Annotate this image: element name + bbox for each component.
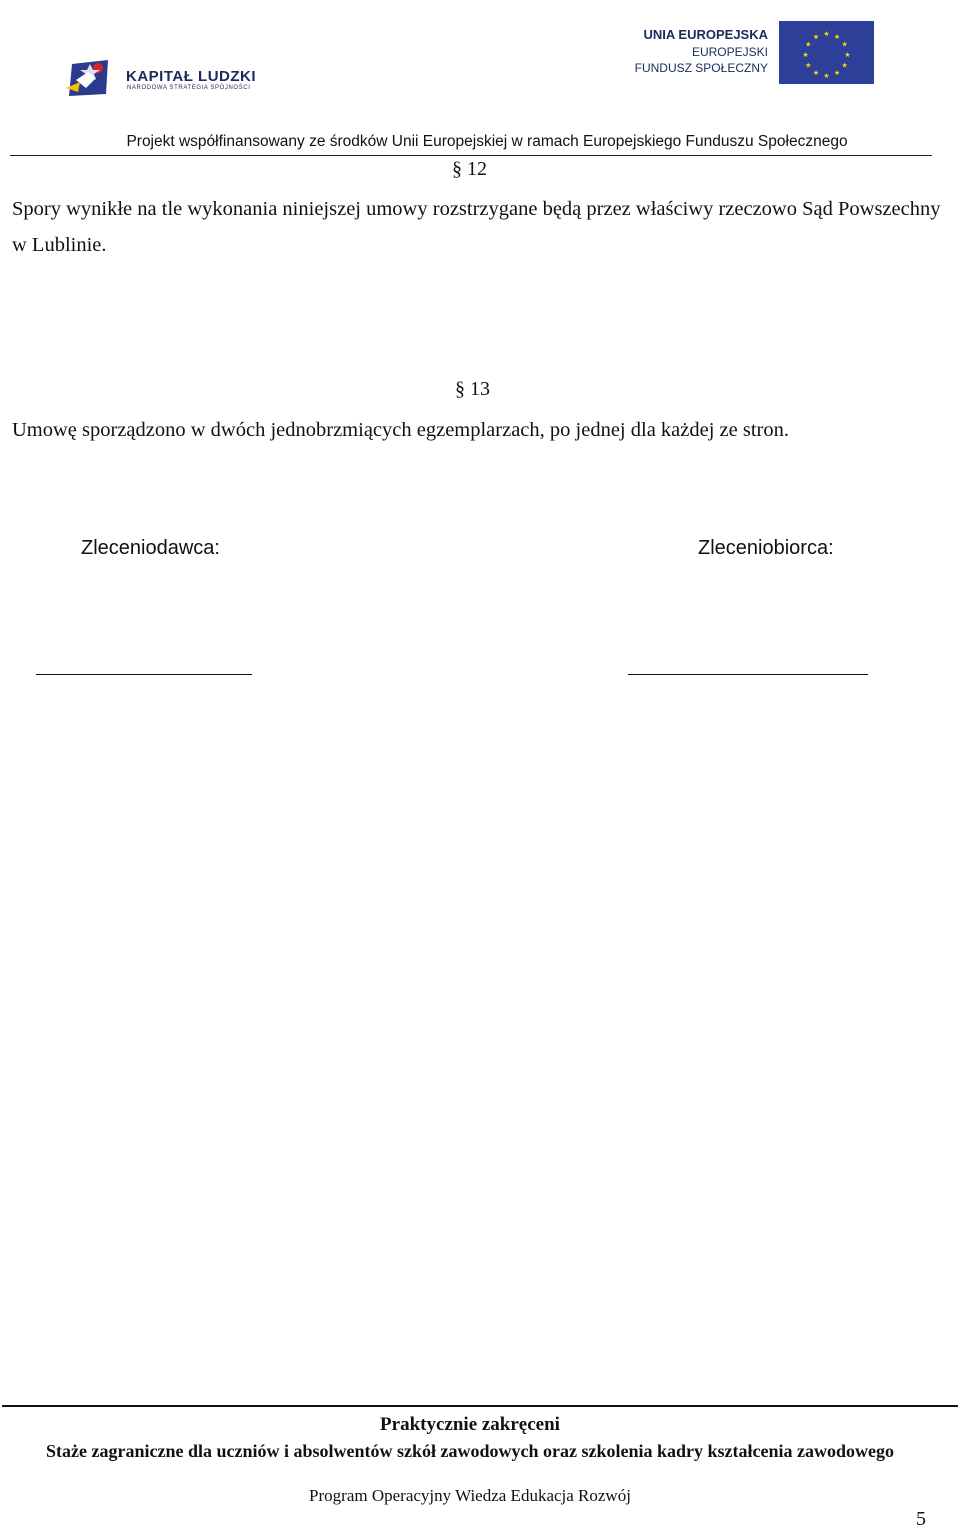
footer-program-name: Program Operacyjny Wiedza Edukacja Rozwój bbox=[309, 1486, 631, 1505]
eu-logo-block bbox=[618, 16, 888, 96]
footer-project-description: Staże zagraniczne dla uczniów i absolwentów szkół zawodowych oraz szkolenia kadry kształcenia zawodowego bbox=[46, 1441, 894, 1461]
svg-text:★: ★ bbox=[812, 69, 820, 78]
project-cofinancing-line: Projekt współfinansowany ze środków Unii Europejskiej w ramach Europejskiego Funduszu Społecznego bbox=[126, 133, 848, 150]
svg-text:★: ★ bbox=[833, 69, 841, 78]
svg-text:★: ★ bbox=[833, 32, 841, 41]
eu-line-1: UNIA EUROPEJSKA bbox=[643, 27, 768, 42]
svg-text:★: ★ bbox=[841, 61, 848, 70]
svg-text:★: ★ bbox=[805, 61, 812, 70]
kapital-ludzki-logo bbox=[66, 58, 296, 102]
svg-text:★: ★ bbox=[802, 51, 809, 59]
page-number: 5 bbox=[916, 1508, 926, 1530]
footer-divider bbox=[2, 1405, 958, 1407]
contractee-label: Zleceniobiorca: bbox=[698, 537, 834, 559]
header-divider bbox=[10, 155, 932, 156]
svg-text:★: ★ bbox=[823, 72, 830, 80]
svg-text:★: ★ bbox=[844, 51, 851, 59]
svg-text:★: ★ bbox=[841, 40, 848, 49]
section-13-paragraph: Umowę sporządzono w dwóch jednobrzmiących egzemplarzach, po jednej dla każdej ze stron. bbox=[12, 419, 789, 441]
svg-text:★: ★ bbox=[812, 32, 820, 41]
section-12-heading: § 12 bbox=[452, 158, 487, 180]
kapital-ludzki-subtitle: NARODOWA STRATEGIA SPÓJNOŚCI bbox=[127, 85, 251, 91]
footer-project-title: Praktycznie zakręceni bbox=[380, 1414, 560, 1435]
contractor-signature-line bbox=[36, 674, 252, 675]
contractee-signature-line bbox=[628, 674, 868, 675]
section-12-paragraph: Spory wynikłe na tle wykonania niniejszej umowy rozstrzygane będą przez właściwy rzeczowo Sąd Powszechny w Lublinie. bbox=[12, 198, 941, 256]
kapital-ludzki-title: KAPITAŁ LUDZKI bbox=[126, 68, 257, 85]
eu-flag-icon bbox=[779, 21, 874, 84]
svg-text:★: ★ bbox=[823, 30, 830, 38]
eu-line-3: FUNDUSZ SPOŁECZNY bbox=[634, 61, 768, 75]
svg-text:★: ★ bbox=[805, 40, 812, 49]
eu-line-2: EUROPEJSKI bbox=[691, 45, 768, 59]
section-13-heading: § 13 bbox=[455, 378, 490, 400]
contractor-label: Zleceniodawca: bbox=[81, 537, 220, 559]
kapital-ludzki-logo-icon bbox=[66, 58, 112, 98]
